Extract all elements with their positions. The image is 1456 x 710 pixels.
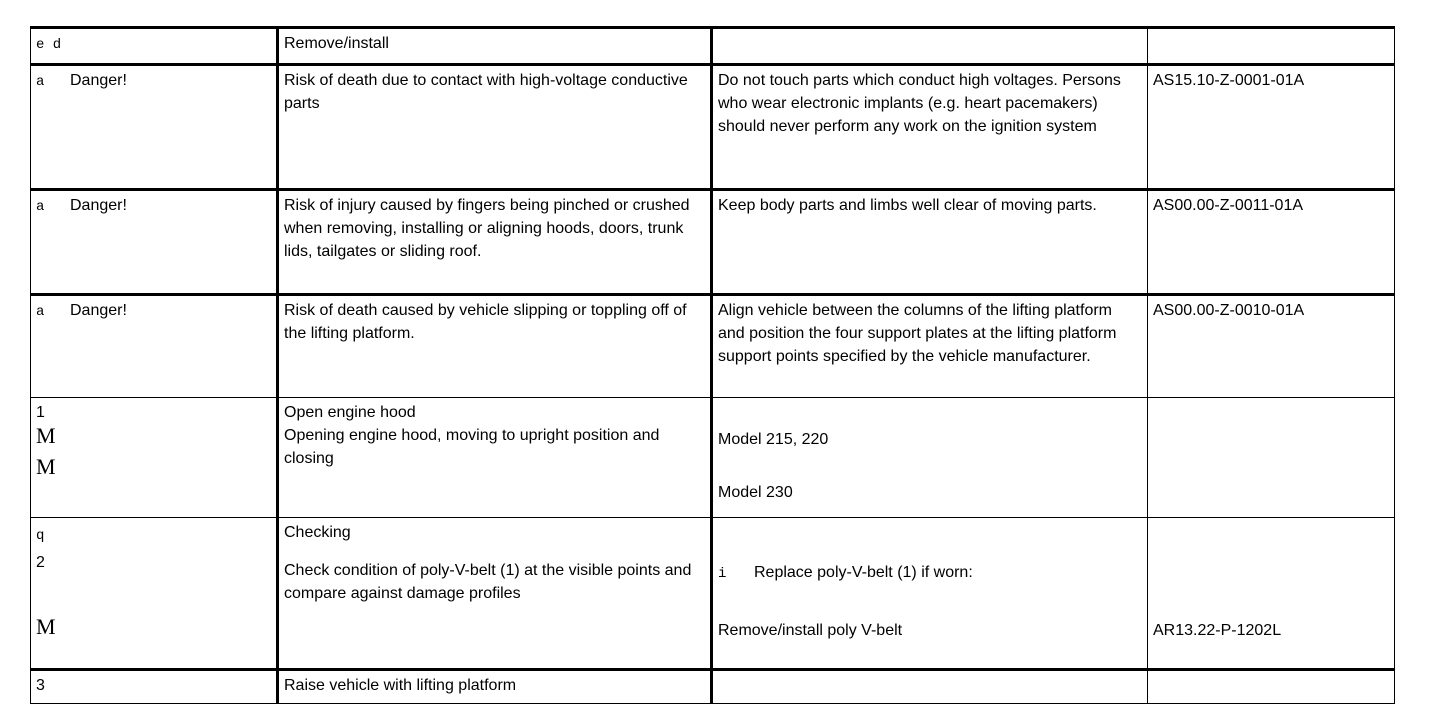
danger-icon: a xyxy=(36,74,45,90)
model-marker-icon: M xyxy=(36,454,56,479)
cell-reference xyxy=(1148,670,1395,704)
cell-description xyxy=(278,670,712,704)
cell-notes xyxy=(712,28,1148,65)
table-row xyxy=(31,670,1395,704)
danger-label: Danger! xyxy=(70,302,127,319)
procedure-link[interactable]: Remove/install poly V-belt xyxy=(718,622,903,639)
table-row xyxy=(31,28,1395,65)
cell-description xyxy=(278,398,712,518)
cell-reference xyxy=(1148,65,1395,190)
step-detail: Opening engine hood, moving to upright position and closing xyxy=(284,427,660,467)
cell-notes xyxy=(712,65,1148,190)
cell-reference xyxy=(1148,295,1395,398)
step-number: 1 xyxy=(36,404,45,421)
step-title: Checking xyxy=(284,524,351,541)
cell-description xyxy=(278,295,712,398)
model-marker-icon: M xyxy=(36,423,56,448)
table-row xyxy=(31,65,1395,190)
procedure-table xyxy=(30,26,1395,704)
cell-symbol xyxy=(31,295,278,398)
step-title: Raise vehicle with lifting platform xyxy=(284,677,517,694)
model-link[interactable]: Model 230 xyxy=(718,484,793,501)
step-detail: Check condition of poly-V-belt (1) at the visible points and compare against damage profiles xyxy=(284,562,692,602)
model-link[interactable]: Model 215, 220 xyxy=(718,431,829,448)
cell-notes xyxy=(712,518,1148,670)
remove-install-symbol: e d xyxy=(36,37,62,53)
hazard-text: Risk of death caused by vehicle slipping or toppling off of the lifting platform. xyxy=(284,302,687,342)
cell-symbol xyxy=(31,190,278,295)
cell-description xyxy=(278,190,712,295)
info-icon: i xyxy=(718,566,727,582)
info-note xyxy=(718,561,1142,619)
danger-icon: a xyxy=(36,199,45,215)
table-row xyxy=(31,295,1395,398)
reference-link[interactable]: AS00.00-Z-0010-01A xyxy=(1153,302,1305,319)
table-row xyxy=(31,398,1395,518)
safety-instruction: Do not touch parts which conduct high voltages. Persons who wear electronic implants (e.g. heart pacemakers) should never perform any work on the ignition system xyxy=(718,72,1121,135)
cell-description xyxy=(278,518,712,670)
hazard-text: Risk of injury caused by fingers being pinched or crushed when removing, installing or aligning hoods, doors, trunk lids, tailgates or sliding roof. xyxy=(284,197,690,260)
danger-label: Danger! xyxy=(70,72,127,89)
cell-notes xyxy=(712,190,1148,295)
cell-notes xyxy=(712,295,1148,398)
model-marker-icon: M xyxy=(36,614,56,639)
cell-reference xyxy=(1148,518,1395,670)
cell-notes xyxy=(712,670,1148,704)
cell-symbol xyxy=(31,28,278,65)
checking-symbol: q xyxy=(36,528,45,544)
step-title: Open engine hood xyxy=(284,404,416,421)
danger-label: Danger! xyxy=(70,197,127,214)
cell-reference xyxy=(1148,190,1395,295)
cell-symbol xyxy=(31,398,278,518)
reference-link[interactable]: AS00.00-Z-0011-01A xyxy=(1153,197,1304,214)
table-row xyxy=(31,190,1395,295)
danger-icon: a xyxy=(36,304,45,320)
cell-symbol xyxy=(31,670,278,704)
section-title: Remove/install xyxy=(284,35,389,52)
safety-instruction: Keep body parts and limbs well clear of moving parts. xyxy=(718,197,1097,214)
cell-symbol xyxy=(31,518,278,670)
hazard-text: Risk of death due to contact with high-voltage conductive parts xyxy=(284,72,688,112)
step-number: 2 xyxy=(36,554,45,571)
cell-reference xyxy=(1148,398,1395,518)
reference-link[interactable]: AR13.22-P-1202L xyxy=(1153,622,1282,639)
cell-symbol xyxy=(31,65,278,190)
table-row xyxy=(31,518,1395,670)
step-number: 3 xyxy=(36,677,45,694)
safety-instruction: Align vehicle between the columns of the lifting platform and position the four support plates at the lifting platform support points specified by the vehicle manufacturer. xyxy=(718,302,1117,365)
info-note-text: Replace poly-V-belt (1) if worn: xyxy=(754,564,973,581)
cell-description xyxy=(278,65,712,190)
cell-reference xyxy=(1148,28,1395,65)
cell-notes xyxy=(712,398,1148,518)
cell-description xyxy=(278,28,712,65)
reference-link[interactable]: AS15.10-Z-0001-01A xyxy=(1153,72,1305,89)
